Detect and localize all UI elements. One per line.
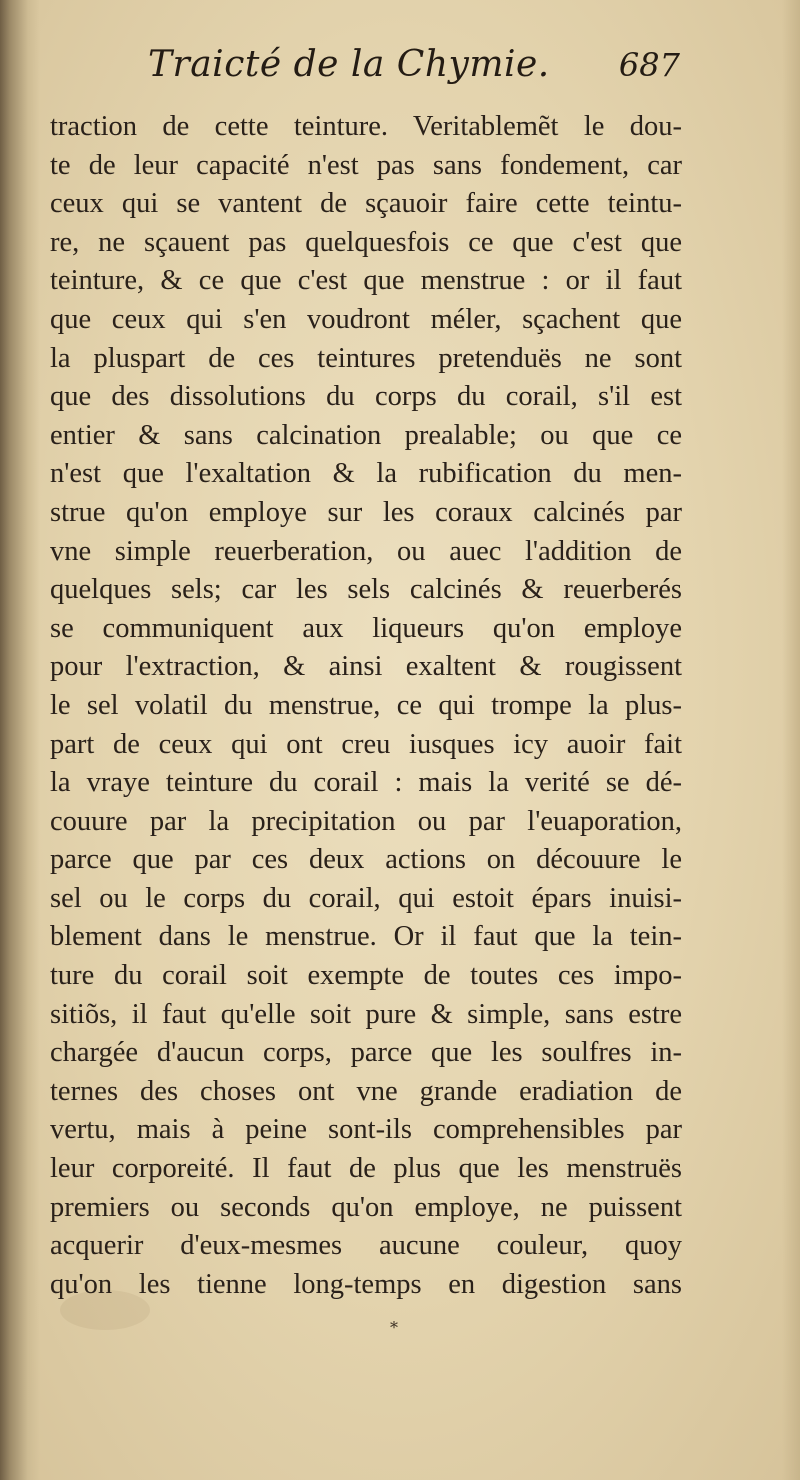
text-line: parce que par ces deux actions on découure le [50,844,682,876]
text-line: sitiõs, il faut qu'elle soit pure & simple, sans estre [50,998,682,1030]
text-line: vertu, mais à peine sont-ils comprehensibles par [50,1114,682,1146]
text-line: la pluspart de ces teintures pretenduës ne sont [50,342,682,374]
text-line: strue qu'on employe sur les coraux calcinés par [50,496,682,528]
text-line: couure par la precipitation ou par l'euaporation, [50,805,682,837]
text-line: quelques sels; car les sels calcinés & reuerberés [50,574,682,606]
page-edge [782,0,800,1480]
running-title: Traicté de la Chymie. [148,44,550,85]
text-line: blement dans le menstrue. Or il faut que la tein- [50,921,682,953]
body-text [50,108,682,1304]
text-line: que ceux qui s'en voudront méler, sçachent que [50,303,682,335]
text-line: qu'on les tienne long-temps en digestion sans [50,1268,682,1300]
catch-mark: * [390,1318,398,1337]
text-line: sel ou le corps du corail, qui estoit épars inuisi- [50,882,682,914]
text-line: ture du corail soit exempte de toutes ces impo- [50,960,682,992]
text-line: teinture, & ce que c'est que menstrue : or il faut [50,265,682,297]
text-line: re, ne sçauent pas quelquesfois ce que c'est que [50,226,682,258]
text-line: se communiquent aux liqueurs qu'on employe [50,612,682,644]
text-line: leur corporeité. Il faut de plus que les menstruës [50,1153,682,1185]
text-line: vne simple reuerberation, ou auec l'addition de [50,535,682,567]
text-line: premiers ou seconds qu'on employe, ne puissent [50,1191,682,1223]
text-line: que des dissolutions du corps du corail, s'il est [50,381,682,413]
text-line: te de leur capacité n'est pas sans fondement, car [50,149,682,181]
page-header [70,44,690,100]
text-line: chargée d'aucun corps, parce que les soulfres in- [50,1037,682,1069]
text-line: pour l'extraction, & ainsi exaltent & rougissent [50,651,682,683]
text-line: part de ceux qui ont creu iusques icy auoir fait [50,728,682,760]
text-line: la vraye teinture du corail : mais la verité se dé- [50,767,682,799]
text-line: le sel volatil du menstrue, ce qui trompe la plus- [50,689,682,721]
binding-shadow [0,0,40,1480]
page-number: 687 [618,46,680,84]
text-line: entier & sans calcination prealable; ou que ce [50,419,682,451]
text-line: ceux qui se vantent de sçauoir faire cette teintu- [50,188,682,220]
text-line: traction de cette teinture. Veritablemẽt le dou- [50,111,682,142]
text-line: ternes des choses ont vne grande eradiation de [50,1075,682,1107]
text-line: acquerir d'eux-mesmes aucune couleur, quoy [50,1230,682,1262]
text-line: n'est que l'exaltation & la rubification du men- [50,458,682,490]
